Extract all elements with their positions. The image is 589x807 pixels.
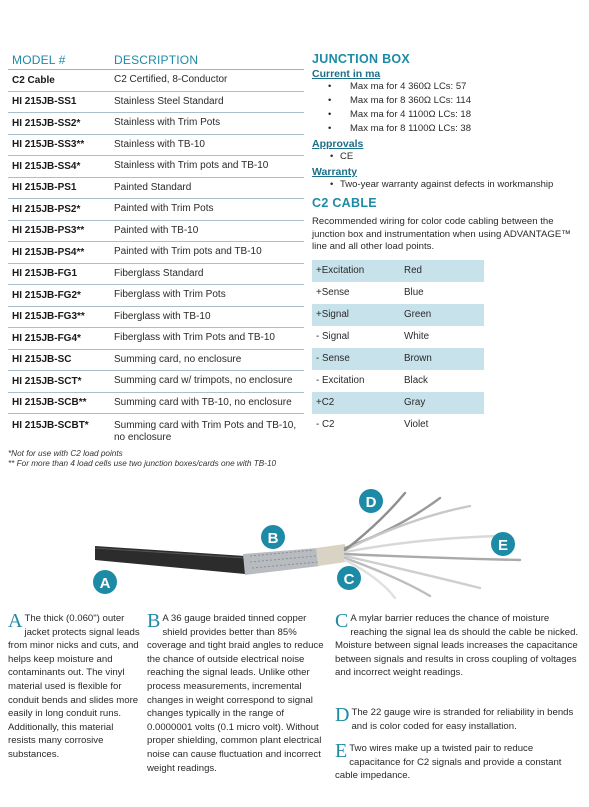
model-number: HI 215JB-SCBT* [12,420,89,431]
wire-color: Brown [404,353,432,364]
wire-color: Red [404,265,422,276]
note-d [335,706,585,733]
model-rows [8,70,304,448]
note-d-text: The 22 gauge wire is stranded for reliability in bends and is color coded for easy installation. [351,707,574,732]
wire-signal: +Sense [316,287,350,298]
model-description: Painted with Trim pots and TB-10 [114,246,262,258]
model-row [8,221,304,243]
wire-signal: - Signal [316,331,350,342]
model-description: Stainless with TB-10 [114,138,205,150]
model-description: Stainless with Trim pots and TB-10 [114,160,269,172]
callout-d [359,489,383,513]
model-description: Painted with TB-10 [114,224,199,236]
model-table [8,52,304,448]
model-row [8,393,304,415]
model-number: HI 215JB-FG4* [12,332,81,344]
model-number: HI 215JB-FG2* [12,289,81,301]
wire-row [312,326,484,348]
note-b-letter: B [147,610,161,632]
note-a [8,612,143,762]
model-number: HI 215JB-PS3** [12,225,85,237]
svg-text:D: D [365,494,377,511]
wire-row [312,304,484,326]
current-item: • Max ma for 8 360Ω LCs: 114 [312,94,584,108]
footnote-double-star: ** For more than 4 load cells use two junction boxes/cards one with TB-10 [8,459,277,468]
note-b [147,612,327,775]
model-number: HI 215JB-SS1 [12,96,77,108]
note-b-text: A 36 gauge braided tinned copper shield provides better than 85% coverage and tight braid angles to reduce the chance of outside electrical noise reaching the signal leads. Unlike other process measurements, incremental changes in weight correspond to signal changes typically in the range of 0.0000001 volts (0.1 micro volt). Without proper shielding, common plant electrical noise can cause fluctuation and incorrect weight readings. [147,613,324,774]
model-number: HI 215JB-PS4** [12,246,85,258]
svg-text:C: C [343,571,355,588]
note-a-letter: A [8,610,23,632]
model-row [8,328,304,350]
model-number: HI 215JB-SS4* [12,160,81,172]
model-number: C2 Cable [12,74,55,86]
model-description: Summing card with Trim Pots and TB-10, no enclosure [114,420,297,443]
approvals-title: Approvals [312,138,364,150]
model-row [8,156,304,178]
model-description: Painted with Trim Pots [114,203,214,215]
note-a-text: The thick (0.060") outer jacket protects signal leads from minor nicks and cuts, and helps keep moisture and contaminants out. The vinyl material used is flexible for conduit bends and slides more easily in long conduit runs. Additionally, this material resists many corrosive substances. [8,613,140,760]
model-number: HI 215JB-FG3** [12,311,85,323]
model-row [8,414,304,448]
mylar-barrier [316,544,346,566]
model-number: HI 215JB-SCT* [12,375,82,387]
model-number: HI 215JB-SS3** [12,139,85,151]
note-e [335,742,585,783]
model-description: Fiberglass with Trim Pots [114,289,226,301]
model-row [8,135,304,157]
svg-text:B: B [267,530,279,547]
wire-signal: +Excitation [316,265,365,276]
model-number: HI 215JB-SS2* [12,117,81,129]
model-description: Fiberglass with Trim Pots and TB-10 [114,332,275,344]
callout-a [93,570,117,594]
wire-row [312,282,484,304]
wire-row [312,260,484,282]
model-description: Fiberglass with TB-10 [114,310,211,322]
model-description: Stainless with Trim Pots [114,117,221,129]
approval-item: • CE [312,150,584,164]
model-description: Summing card, no enclosure [114,353,242,365]
wire-signal: +Signal [316,309,349,320]
model-row [8,199,304,221]
wire-signal: +C2 [316,397,335,408]
model-row [8,70,304,92]
model-row [8,242,304,264]
note-d-letter: D [335,704,350,726]
model-number: HI 215JB-PS1 [12,182,77,194]
model-row [8,92,304,114]
wire-color-table [312,260,484,436]
current-item: • Max ma for 4 360Ω LCs: 57 [312,80,584,94]
wire-row [312,414,484,436]
model-description: Stainless Steel Standard [114,95,224,107]
model-description: Fiberglass Standard [114,267,204,279]
note-c-letter: C [335,610,349,632]
wire-color: Gray [404,397,426,408]
wire-row [312,392,484,414]
description-column-header: DESCRIPTION [114,53,199,67]
wire-color: Blue [404,287,424,298]
model-number: HI 215JB-SCB** [12,397,87,409]
model-row [8,371,304,393]
model-row [8,307,304,329]
model-table-header [8,52,304,70]
svg-text:A: A [99,575,111,592]
note-e-letter: E [335,740,348,762]
model-description: Painted Standard [114,181,192,193]
model-description: C2 Certified, 8-Conductor [114,74,228,86]
wire-signal: - Sense [316,353,350,364]
wire-color: Black [404,375,428,386]
current-item: • Max ma for 8 1100Ω LCs: 38 [312,122,584,136]
approvals-list [312,150,584,164]
current-title: Current in ma [312,68,381,80]
model-column-header: MODEL # [12,53,66,67]
warranty-item: • Two-year warranty against defects in workmanship [312,178,584,192]
model-number: HI 215JB-PS2* [12,203,81,215]
model-description: Summing card w/ trimpots, no enclosure [114,375,293,387]
note-e-text: Two wires make up a twisted pair to reduce capacitance for C2 signals and provide a constant cable impedance. [335,743,562,782]
cable-illustration [0,478,589,603]
model-number: HI 215JB-SC [12,354,72,366]
warranty-title: Warranty [312,166,358,178]
footnote-single-star: *Not for use with C2 load points [8,449,123,458]
callout-c [337,566,361,590]
junction-box-section [312,52,584,436]
note-c [335,612,585,680]
callout-b [261,525,285,549]
callout-e [491,532,515,556]
cable-outer-jacket [95,546,245,574]
note-c-text: A mylar barrier reduces the chance of moisture reaching the signal lea ds should the cable be nicked. Moisture between signal leads increases the capacitance between signals and results in cross coupling of voltages and incorrect weight readings. [335,613,579,679]
wire-signal: - Excitation [316,375,365,386]
model-row [8,350,304,372]
model-description: Summing card with TB-10, no enclosure [114,396,292,408]
wire-row [312,370,484,392]
wire-color: White [404,331,430,342]
wire-row [312,348,484,370]
c2-cable-title: C2 CABLE [312,196,377,210]
wire-signal: - C2 [316,419,335,430]
model-row [8,113,304,135]
model-row [8,264,304,286]
current-item: • Max ma for 4 1100Ω LCs: 18 [312,108,584,122]
current-list [312,80,584,136]
model-row [8,178,304,200]
model-number: HI 215JB-FG1 [12,268,78,280]
wire-color: Violet [404,419,429,430]
warranty-list [312,178,584,192]
junction-box-title: JUNCTION BOX [312,52,411,66]
model-row [8,285,304,307]
svg-text:E: E [497,537,509,554]
c2-cable-description: Recommended wiring for color code cabling between the junction box and instrumentation when using ADVANTAGE™ line and all other load points. [312,216,571,252]
footnotes [8,449,308,469]
wire-color: Green [404,309,432,320]
